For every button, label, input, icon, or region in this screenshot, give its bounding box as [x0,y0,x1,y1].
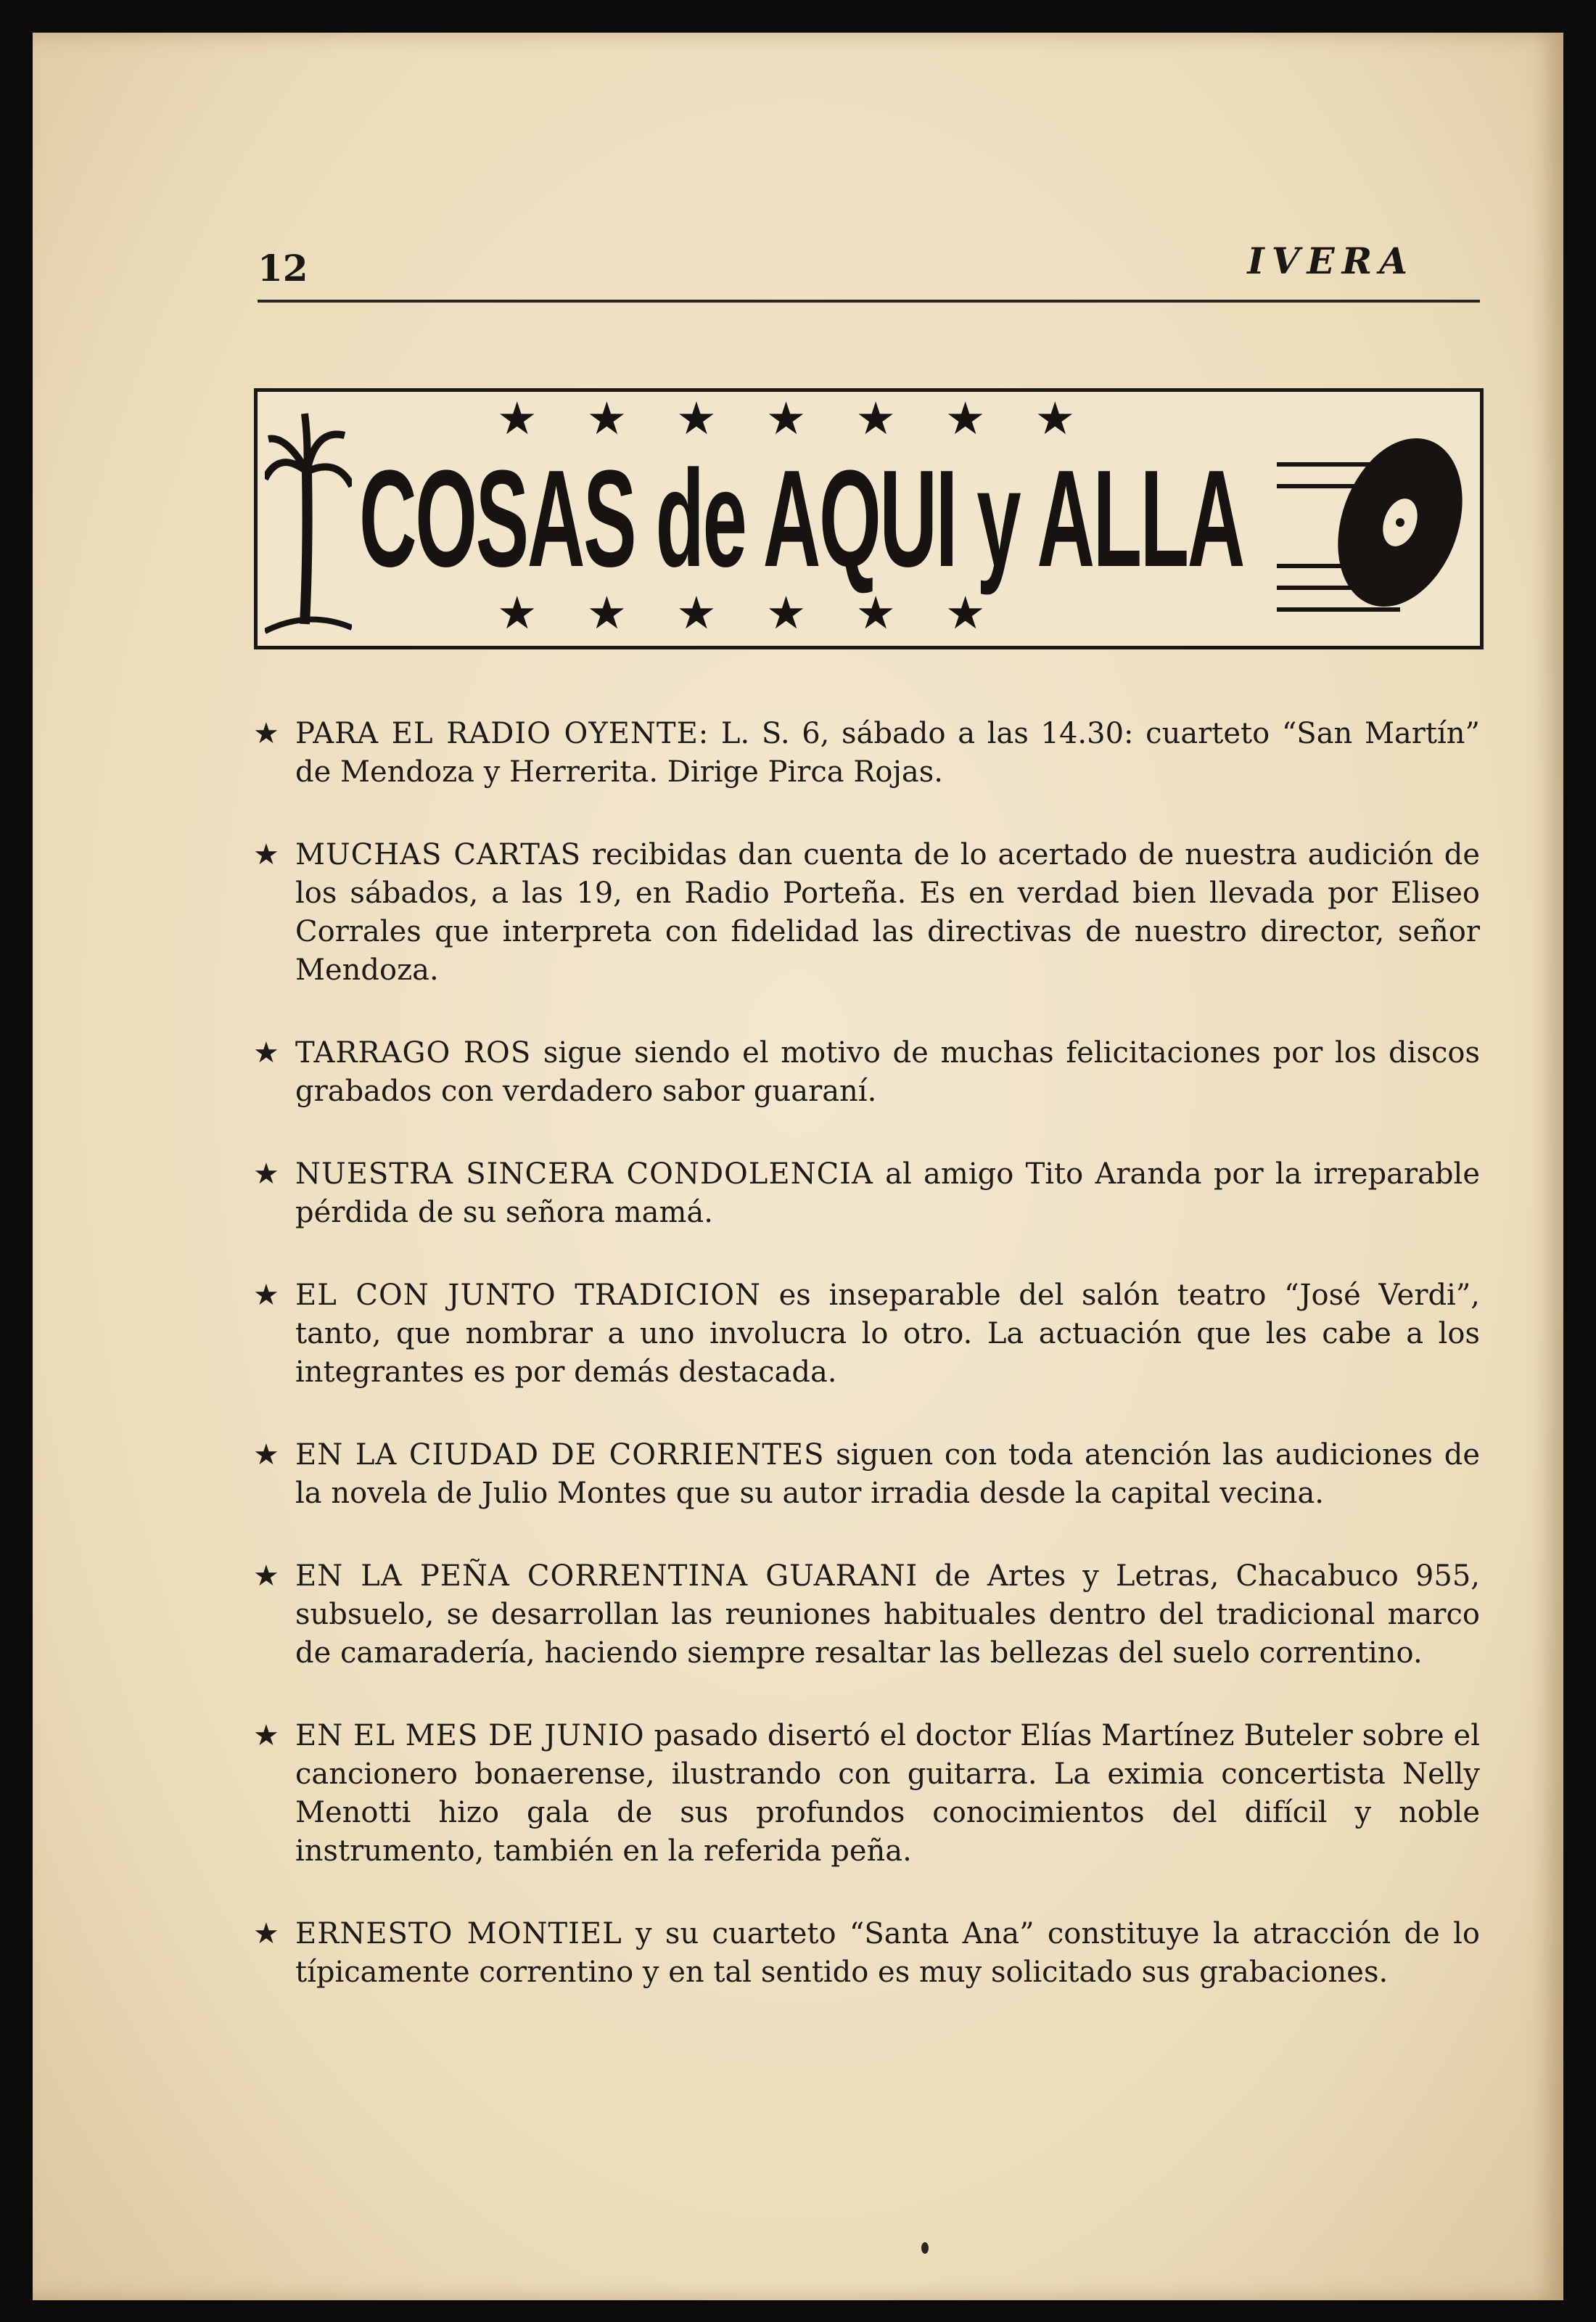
list-item [253,1155,1481,1232]
item-text: sigue siendo el motivo de muchas felicitaciones por los discos grabados con verdadero sabor guaraní. [295,1036,1480,1108]
star-bullet-icon: ★ [253,838,279,871]
palm-tree-icon [265,406,352,639]
list-item [253,1717,1481,1871]
star-bullet-icon: ★ [253,717,279,750]
item-lead: ERNESTO MONTIEL [295,1917,622,1950]
list-item [253,1915,1480,1992]
running-title: IVERA [1247,239,1415,282]
list-item [253,836,1480,990]
item-lead: MUCHAS CARTAS [295,838,582,871]
magazine-page [33,33,1563,2300]
item-lead: NUESTRA SINCERA CONDOLENCIA [295,1157,873,1191]
item-lead: TARRAGO ROS [295,1036,532,1070]
star-bullet-icon: ★ [253,1157,279,1191]
list-item [253,1276,1480,1392]
star-bullet-icon: ★ [253,1917,279,1950]
item-lead: EN EL MES DE JUNIO [295,1719,645,1752]
header-rule [258,300,1480,303]
item-text: y su cuarteto “Santa Ana” constituye la atracción de lo típicamente correntino y en tal sentido es muy solicitado sus grabaciones. [295,1917,1480,1989]
banner-title: COSAS de AQUI y ALLA [359,442,1243,596]
item-text: pasado disertó el doctor Elías Martínez Buteler sobre el cancionero bonaerense, ilustrando con guitarra. La eximia concertista Nelly Menotti hizo gala de sus profundos conocimientos del difícil y noble instrumento, también en la referida peña. [295,1719,1481,1868]
banner-stars-bottom: ★★★★★★ [497,586,1035,639]
star-bullet-icon: ★ [253,1438,279,1472]
item-text: recibidas dan cuenta de lo acertado de nuestra audición de los sábados, a las 19, en Radio Porteña. Es en verdad bien llevada por Eliseo Corrales que interpreta con fidelidad las directivas de nuestro director, señor Mendoza. [295,838,1480,987]
list-item [253,1034,1480,1111]
ink-mark [921,2242,929,2254]
item-text: es inseparable del salón teatro “José Verdi”, tanto, que nombrar a uno involucra lo otro. La actuación que les cabe a los integrantes es por demás destacada. [295,1279,1480,1389]
star-bullet-icon: ★ [253,1719,279,1752]
star-bullet-icon: ★ [253,1559,279,1593]
item-lead: EL CON JUNTO TRADICION [295,1279,761,1312]
item-text: siguen con toda atención las audiciones de la novela de Julio Montes que su autor irradia desde la capital vecina. [295,1438,1480,1510]
list-item [253,1436,1480,1513]
star-bullet-icon: ★ [253,1036,279,1070]
list-item [253,1557,1480,1673]
item-lead: EN LA PEÑA CORRENTINA GUARANI [295,1559,918,1593]
page-number: 12 [258,247,308,290]
list-item [253,715,1480,792]
item-lead: PARA EL RADIO OYENTE: [295,717,709,750]
star-bullet-icon: ★ [253,1279,279,1312]
news-items-list [253,715,1481,2036]
item-text: al amigo Tito Aranda por la irreparable pérdida de su señora mamá. [295,1157,1481,1229]
item-lead: EN LA CIUDAD DE CORRIENTES [295,1438,825,1472]
section-banner [254,388,1484,649]
item-text: de Artes y Letras, Chacabuco 955, subsuelo, se desarrollan las reuniones habituales dentro del tradicional marco de camaradería, haciendo siempre resaltar las bellezas del suelo correntino. [295,1559,1480,1670]
record-disc-icon [1277,421,1465,624]
item-text: L. S. 6, sábado a las 14.30: cuarteto “San Martín” de Mendoza y Herrerita. Dirige Pirca Rojas. [295,717,1480,789]
banner-stars-top: ★★★★★★★ [497,392,1125,445]
